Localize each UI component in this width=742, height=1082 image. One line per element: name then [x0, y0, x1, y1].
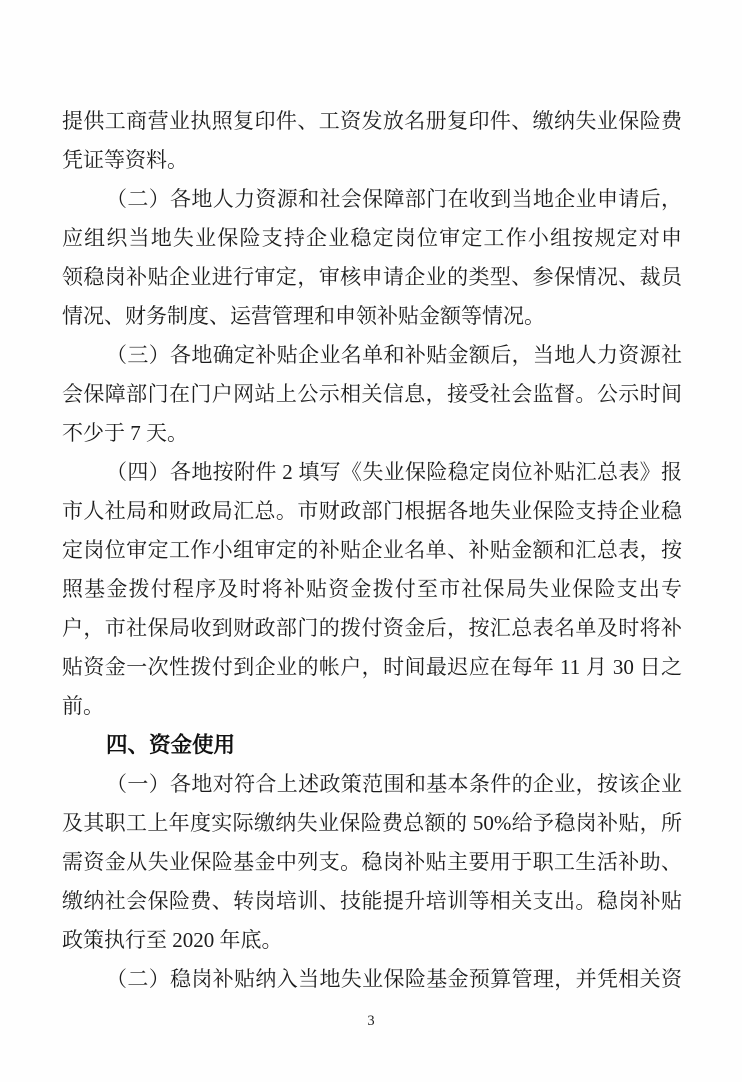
text-line: （二）稳岗补贴纳入当地失业保险基金预算管理，并凭相关资	[106, 967, 682, 991]
text-line: 户，市社保局收到财政部门的拨付资金后，按汇总表名单及时将补	[62, 616, 682, 640]
document-body	[62, 102, 682, 999]
text-line: 市人社局和财政局汇总。市财政部门根据各地失业保险支持企业稳	[62, 499, 682, 523]
text-line: 需资金从失业保险基金中列支。稳岗补贴主要用于职工生活补助、	[62, 850, 682, 874]
text-line: 前。	[62, 694, 104, 718]
text-line: 及其职工上年度实际缴纳失业保险费总额的 50%给予稳岗补贴，所	[62, 811, 682, 835]
text-line: 不少于 7 天。	[62, 421, 188, 445]
text-line: 缴纳社会保险费、转岗培训、技能提升培训等相关支出。稳岗补贴	[62, 889, 682, 913]
text-line: 情况、财务制度、运营管理和申领补贴金额等情况。	[62, 304, 545, 328]
text-line: （三）各地确定补贴企业名单和补贴金额后，当地人力资源社	[106, 343, 682, 367]
section-heading: 四、资金使用	[106, 733, 236, 757]
text-line: 定岗位审定工作小组审定的补贴企业名单、补贴金额和汇总表，按	[62, 538, 682, 562]
text-line: 会保障部门在门户网站上公示相关信息，接受社会监督。公示时间	[62, 382, 682, 406]
text-line: （二）各地人力资源和社会保障部门在收到当地企业申请后，	[106, 187, 682, 211]
page-number: 3	[367, 1013, 375, 1029]
text-line: （四）各地按附件 2 填写《失业保险稳定岗位补贴汇总表》报	[106, 460, 682, 484]
text-line: 政策执行至 2020 年底。	[62, 928, 283, 952]
text-line: 凭证等资料。	[62, 148, 188, 172]
text-line: （一）各地对符合上述政策范围和基本条件的企业，按该企业	[106, 772, 682, 796]
text-line: 应组织当地失业保险支持企业稳定岗位审定工作小组按规定对申	[62, 226, 682, 250]
text-line: 领稳岗补贴企业进行审定，审核申请企业的类型、参保情况、裁员	[62, 265, 682, 289]
text-line: 贴资金一次性拨付到企业的帐户，时间最迟应在每年 11 月 30 日之	[62, 655, 682, 679]
text-line: 提供工商营业执照复印件、工资发放名册复印件、缴纳失业保险费	[62, 109, 682, 133]
text-line: 照基金拨付程序及时将补贴资金拨付至市社保局失业保险支出专	[62, 577, 682, 601]
